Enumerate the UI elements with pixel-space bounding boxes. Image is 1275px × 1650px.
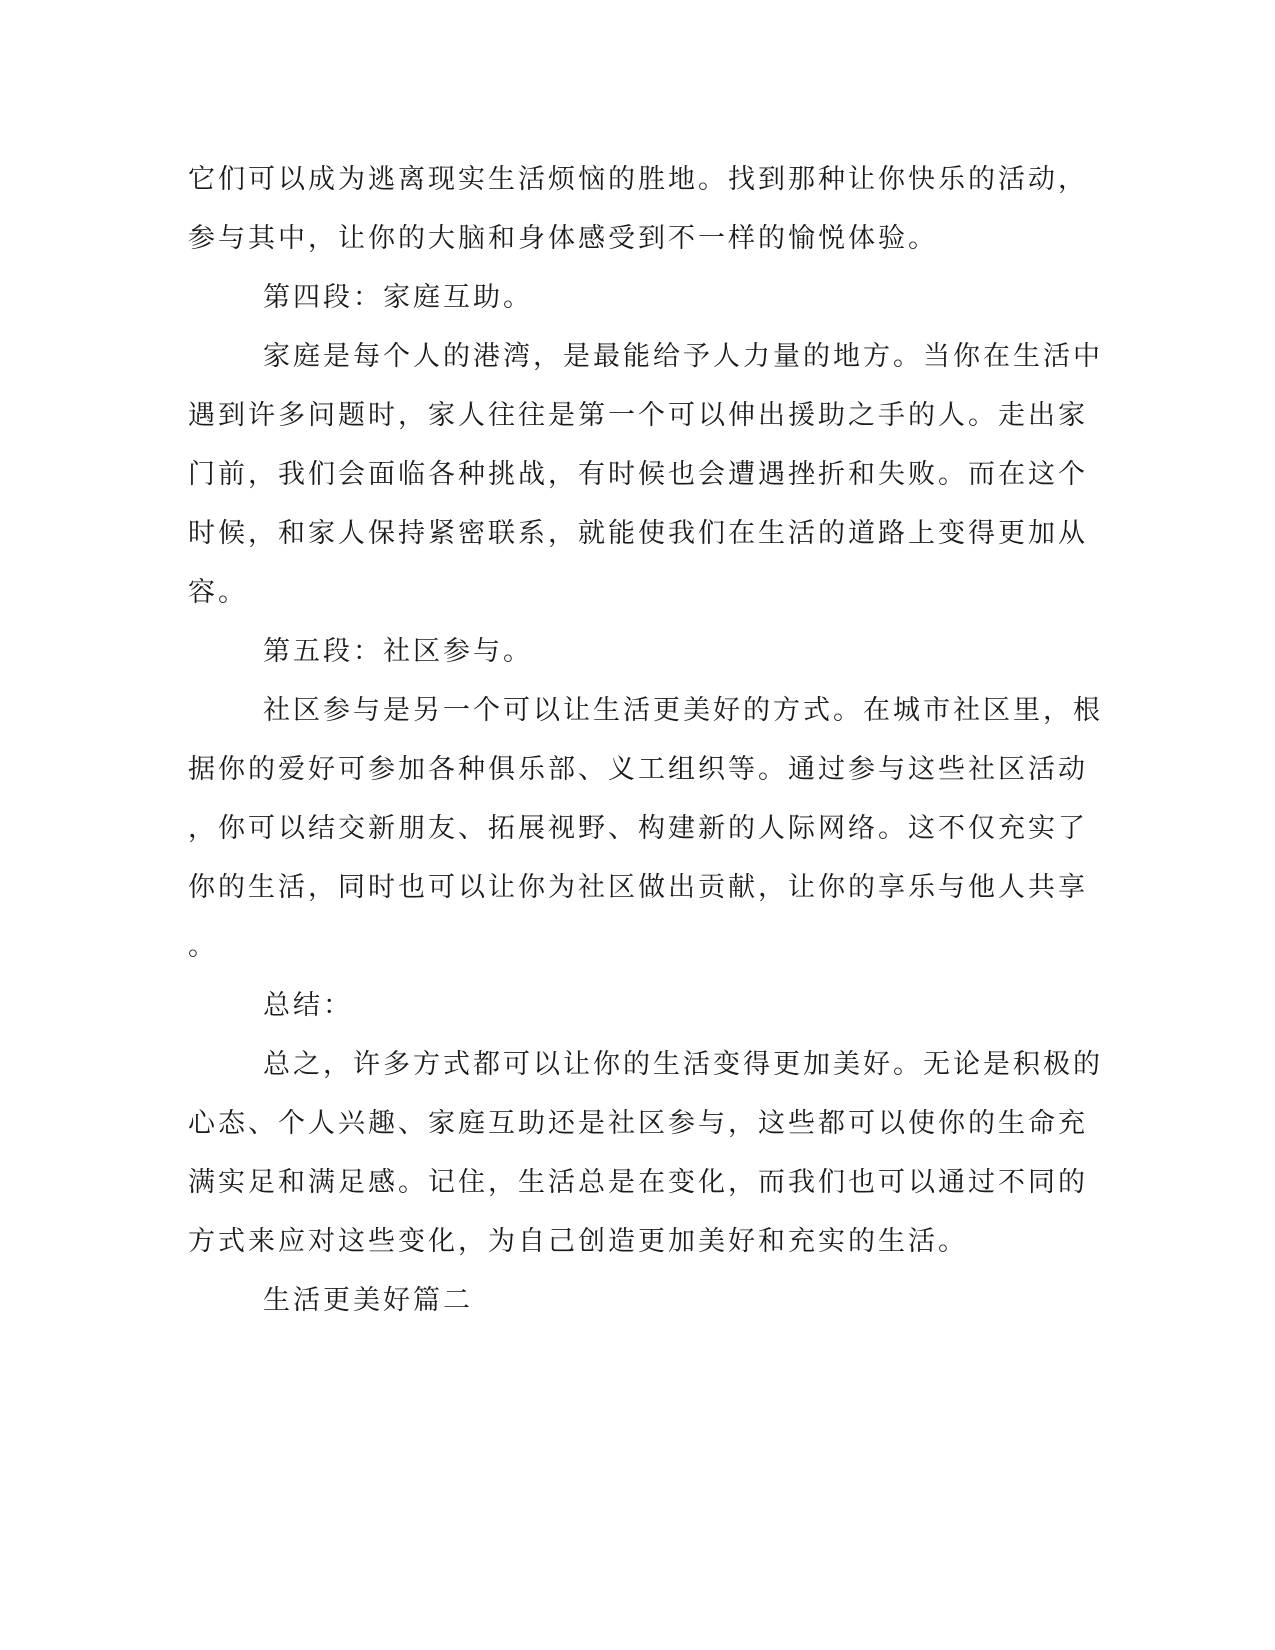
text-line: 心态、个人兴趣、家庭互助还是社区参与，这些都可以使你的生命充 bbox=[188, 1108, 1088, 1139]
section-heading: 第五段：社区参与。 bbox=[263, 636, 533, 667]
text-line: 它们可以成为逃离现实生活烦恼的胜地。找到那种让你快乐的活动， bbox=[188, 164, 1088, 195]
text-line: 容。 bbox=[188, 577, 248, 608]
text-line: 方式来应对这些变化，为自己创造更加美好和充实的生活。 bbox=[188, 1226, 968, 1257]
text-line: ，你可以结交新朋友、拓展视野、构建新的人际网络。这不仅充实了 bbox=[188, 813, 1088, 844]
text-line: 据你的爱好可参加各种俱乐部、义工组织等。通过参与这些社区活动 bbox=[188, 754, 1088, 785]
section-heading: 第四段：家庭互助。 bbox=[263, 282, 533, 313]
section-heading: 总结： bbox=[263, 990, 353, 1021]
text-line: 参与其中，让你的大脑和身体感受到不一样的愉悦体验。 bbox=[188, 223, 938, 254]
text-line: 。 bbox=[188, 931, 218, 962]
text-line: 家庭是每个人的港湾，是最能给予人力量的地方。当你在生活中 bbox=[263, 341, 1103, 372]
text-line: 时候，和家人保持紧密联系，就能使我们在生活的道路上变得更加从 bbox=[188, 518, 1088, 549]
text-line: 门前，我们会面临各种挑战，有时候也会遭遇挫折和失败。而在这个 bbox=[188, 459, 1088, 490]
text-line: 社区参与是另一个可以让生活更美好的方式。在城市社区里，根 bbox=[263, 695, 1103, 726]
text-line: 总之，许多方式都可以让你的生活变得更加美好。无论是积极的 bbox=[263, 1049, 1103, 1080]
section-heading: 生活更美好篇二 bbox=[263, 1285, 473, 1316]
text-line: 遇到许多问题时，家人往往是第一个可以伸出援助之手的人。走出家 bbox=[188, 400, 1088, 431]
text-line: 满实足和满足感。记住，生活总是在变化，而我们也可以通过不同的 bbox=[188, 1167, 1088, 1198]
text-line: 你的生活，同时也可以让你为社区做出贡献，让你的享乐与他人共享 bbox=[188, 872, 1088, 903]
